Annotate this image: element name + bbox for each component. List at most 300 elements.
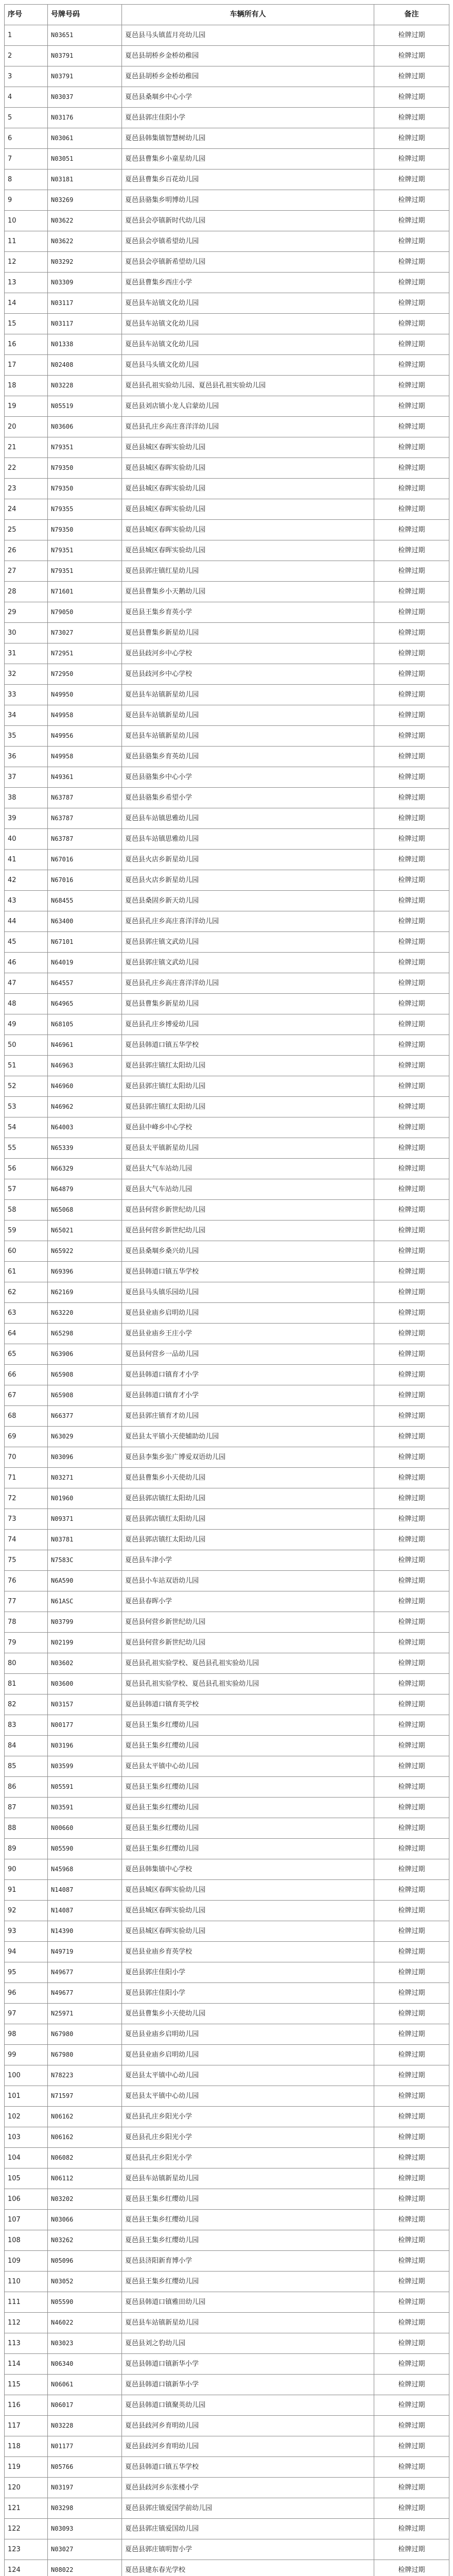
cell-remarks: 检牌过期 — [374, 1530, 449, 1550]
cell-plate-number: N03651 — [48, 25, 122, 46]
cell-plate-number: N06162 — [48, 2127, 122, 2148]
table-row — [5, 273, 449, 293]
cell-vehicle-owner: 夏邑县韩道口镇育英学校 — [122, 1694, 374, 1715]
cell-vehicle-owner: 夏邑县太平镇中心幼儿园 — [122, 2086, 374, 2107]
cell-remarks: 检牌过期 — [374, 437, 449, 458]
table-row — [5, 479, 449, 499]
cell-serial-number: 78 — [5, 1612, 48, 1633]
cell-plate-number: N63787 — [48, 808, 122, 829]
table-row — [5, 458, 449, 479]
cell-vehicle-owner: 夏邑县车站镇文化幼儿园 — [122, 334, 374, 355]
cell-vehicle-owner: 夏邑县太平镇新星幼儿园 — [122, 1138, 374, 1159]
cell-vehicle-owner: 夏邑县城区春晖实验幼儿园 — [122, 520, 374, 540]
table-row — [5, 1282, 449, 1303]
cell-plate-number: N7583C — [48, 1550, 122, 1571]
table-row — [5, 2436, 449, 2457]
table-row — [5, 252, 449, 273]
cell-remarks: 检牌过期 — [374, 1550, 449, 1571]
table-row — [5, 1179, 449, 1200]
cell-plate-number: N02408 — [48, 355, 122, 376]
cell-plate-number: N03052 — [48, 2272, 122, 2292]
cell-remarks: 检牌过期 — [374, 1282, 449, 1303]
cell-serial-number: 77 — [5, 1591, 48, 1612]
cell-vehicle-owner: 夏邑县车站镇思雅幼儿园 — [122, 808, 374, 829]
cell-remarks: 检牌过期 — [374, 252, 449, 273]
cell-remarks: 检牌过期 — [374, 1488, 449, 1509]
cell-plate-number: N72950 — [48, 664, 122, 685]
table-row — [5, 1447, 449, 1468]
cell-vehicle-owner: 夏邑县韩道口镇新华小学 — [122, 2375, 374, 2395]
cell-serial-number: 96 — [5, 1983, 48, 2004]
table-row — [5, 1921, 449, 1942]
table-row — [5, 767, 449, 788]
cell-remarks: 检牌过期 — [374, 273, 449, 293]
cell-serial-number: 76 — [5, 1571, 48, 1591]
cell-plate-number: N67016 — [48, 870, 122, 891]
cell-serial-number: 61 — [5, 1262, 48, 1282]
table-row — [5, 2375, 449, 2395]
cell-plate-number: N63787 — [48, 829, 122, 850]
cell-serial-number: 71 — [5, 1468, 48, 1488]
cell-plate-number: N79050 — [48, 602, 122, 623]
cell-vehicle-owner: 夏邑县郭庄镇育才幼儿园 — [122, 1406, 374, 1427]
cell-vehicle-owner: 夏邑县歧河乡东张楼小学 — [122, 2478, 374, 2498]
cell-plate-number: N00177 — [48, 1715, 122, 1736]
table-row — [5, 1571, 449, 1591]
cell-plate-number: N69396 — [48, 1262, 122, 1282]
cell-remarks: 检牌过期 — [374, 2519, 449, 2539]
cell-remarks: 检牌过期 — [374, 376, 449, 396]
cell-serial-number: 2 — [5, 46, 48, 66]
table-row — [5, 2272, 449, 2292]
cell-serial-number: 67 — [5, 1385, 48, 1406]
cell-remarks: 检牌过期 — [374, 1014, 449, 1035]
table-row — [5, 561, 449, 582]
table-row — [5, 1901, 449, 1921]
cell-serial-number: 43 — [5, 891, 48, 911]
cell-plate-number: N66377 — [48, 1406, 122, 1427]
cell-serial-number: 117 — [5, 2416, 48, 2436]
cell-vehicle-owner: 夏邑县火店乡新星幼儿园 — [122, 870, 374, 891]
cell-serial-number: 28 — [5, 582, 48, 602]
table-row — [5, 602, 449, 623]
table-row — [5, 664, 449, 685]
table-row — [5, 1076, 449, 1097]
cell-serial-number: 92 — [5, 1901, 48, 1921]
table-row — [5, 1262, 449, 1282]
cell-serial-number: 118 — [5, 2436, 48, 2457]
table-row — [5, 1035, 449, 1056]
cell-serial-number: 22 — [5, 458, 48, 479]
cell-remarks: 检牌过期 — [374, 2313, 449, 2333]
cell-vehicle-owner: 夏邑县业庙乡启明幼儿园 — [122, 2024, 374, 2045]
cell-serial-number: 47 — [5, 973, 48, 994]
table-row — [5, 1756, 449, 1777]
cell-plate-number: N03176 — [48, 108, 122, 128]
table-row — [5, 1014, 449, 1035]
cell-remarks: 检牌过期 — [374, 767, 449, 788]
cell-serial-number: 27 — [5, 561, 48, 582]
cell-plate-number: N49950 — [48, 685, 122, 705]
cell-remarks: 检牌过期 — [374, 808, 449, 829]
cell-remarks: 检牌过期 — [374, 932, 449, 953]
cell-serial-number: 35 — [5, 726, 48, 747]
cell-remarks: 检牌过期 — [374, 1324, 449, 1344]
cell-serial-number: 42 — [5, 870, 48, 891]
cell-serial-number: 12 — [5, 252, 48, 273]
cell-plate-number: N79351 — [48, 540, 122, 561]
cell-remarks: 检牌过期 — [374, 2539, 449, 2560]
cell-plate-number: N03228 — [48, 376, 122, 396]
table-row — [5, 231, 449, 252]
cell-serial-number: 81 — [5, 1674, 48, 1694]
cell-plate-number: N67980 — [48, 2024, 122, 2045]
cell-plate-number: N64879 — [48, 1179, 122, 1200]
cell-serial-number: 65 — [5, 1344, 48, 1365]
cell-plate-number: N64003 — [48, 1117, 122, 1138]
cell-serial-number: 69 — [5, 1427, 48, 1447]
cell-serial-number: 79 — [5, 1633, 48, 1653]
cell-plate-number: N03262 — [48, 2230, 122, 2251]
cell-remarks: 检牌过期 — [374, 1674, 449, 1694]
cell-plate-number: N03622 — [48, 211, 122, 231]
cell-remarks: 检牌过期 — [374, 128, 449, 149]
table-row — [5, 829, 449, 850]
cell-vehicle-owner: 夏邑县业庙乡启明幼儿园 — [122, 2045, 374, 2065]
cell-plate-number: N03197 — [48, 2478, 122, 2498]
cell-plate-number: N67101 — [48, 932, 122, 953]
cell-vehicle-owner: 夏邑县王集乡红缨幼儿园 — [122, 1818, 374, 1839]
cell-remarks: 检牌过期 — [374, 1179, 449, 1200]
cell-remarks: 检牌过期 — [374, 2478, 449, 2498]
cell-remarks: 检牌过期 — [374, 108, 449, 128]
cell-vehicle-owner: 夏邑县城区春晖实验幼儿园 — [122, 1901, 374, 1921]
table-row — [5, 2560, 449, 2576]
cell-plate-number: N67980 — [48, 2045, 122, 2065]
cell-vehicle-owner: 夏邑县韩集镇中心学校 — [122, 1859, 374, 1880]
cell-serial-number: 121 — [5, 2498, 48, 2519]
cell-serial-number: 3 — [5, 66, 48, 87]
cell-plate-number: N79351 — [48, 561, 122, 582]
cell-remarks: 检牌过期 — [374, 2189, 449, 2210]
cell-vehicle-owner: 夏邑县郭庄镇红太阳幼儿园 — [122, 1056, 374, 1076]
cell-plate-number: N14087 — [48, 1880, 122, 1901]
cell-vehicle-owner: 夏邑县马头镇文化幼儿园 — [122, 355, 374, 376]
cell-vehicle-owner: 夏邑县歧河乡育明幼儿园 — [122, 2416, 374, 2436]
cell-serial-number: 86 — [5, 1777, 48, 1798]
cell-serial-number: 50 — [5, 1035, 48, 1056]
cell-remarks: 检牌过期 — [374, 1591, 449, 1612]
cell-plate-number: N06082 — [48, 2148, 122, 2168]
cell-plate-number: N03599 — [48, 1756, 122, 1777]
cell-vehicle-owner: 夏邑县王集乡红缨幼儿园 — [122, 2189, 374, 2210]
cell-serial-number: 114 — [5, 2354, 48, 2375]
table-row — [5, 2210, 449, 2230]
cell-plate-number: N08022 — [48, 2560, 122, 2576]
cell-vehicle-owner: 夏邑县歧河乡育明幼儿园 — [122, 2436, 374, 2457]
cell-vehicle-owner: 夏邑县胡桥乡金桥幼稚园 — [122, 66, 374, 87]
cell-vehicle-owner: 夏邑县孔庄乡阳光小学 — [122, 2107, 374, 2127]
cell-remarks: 检牌过期 — [374, 685, 449, 705]
cell-remarks: 检牌过期 — [374, 850, 449, 870]
cell-remarks: 检牌过期 — [374, 994, 449, 1014]
cell-serial-number: 56 — [5, 1159, 48, 1179]
cell-plate-number: N03228 — [48, 2416, 122, 2436]
table-row — [5, 2395, 449, 2416]
cell-plate-number: N65908 — [48, 1365, 122, 1385]
cell-remarks: 检牌过期 — [374, 2168, 449, 2189]
cell-plate-number: N49361 — [48, 767, 122, 788]
cell-vehicle-owner: 夏邑县曹集乡小天鹅幼儿园 — [122, 582, 374, 602]
cell-vehicle-owner: 夏邑县建东春光学校 — [122, 2560, 374, 2576]
cell-remarks: 检牌过期 — [374, 1200, 449, 1221]
cell-remarks: 检牌过期 — [374, 66, 449, 87]
header-remarks: 备注 — [374, 5, 449, 25]
table-row — [5, 705, 449, 726]
cell-plate-number: N46022 — [48, 2313, 122, 2333]
cell-vehicle-owner: 夏邑县郭庄佳阳小学 — [122, 1983, 374, 2004]
cell-serial-number: 32 — [5, 664, 48, 685]
cell-plate-number: N05096 — [48, 2251, 122, 2272]
cell-vehicle-owner: 夏邑县韩道口镇育才小学 — [122, 1385, 374, 1406]
cell-remarks: 检牌过期 — [374, 1777, 449, 1798]
cell-serial-number: 51 — [5, 1056, 48, 1076]
cell-plate-number: N03600 — [48, 1674, 122, 1694]
cell-serial-number: 94 — [5, 1942, 48, 1962]
cell-vehicle-owner: 夏邑县胡桥乡金桥幼稚园 — [122, 46, 374, 66]
cell-remarks: 检牌过期 — [374, 1159, 449, 1179]
cell-serial-number: 103 — [5, 2127, 48, 2148]
cell-serial-number: 91 — [5, 1880, 48, 1901]
cell-plate-number: N49958 — [48, 747, 122, 767]
cell-vehicle-owner: 夏邑县王集乡红缨幼儿园 — [122, 1777, 374, 1798]
cell-vehicle-owner: 夏邑县小车站双语幼儿园 — [122, 1571, 374, 1591]
cell-plate-number: N06112 — [48, 2168, 122, 2189]
cell-vehicle-owner: 夏邑县济阳新育博小学 — [122, 2251, 374, 2272]
cell-plate-number: N00660 — [48, 1818, 122, 1839]
cell-serial-number: 85 — [5, 1756, 48, 1777]
cell-vehicle-owner: 夏邑县孔庄乡高庄喜洋洋幼儿园 — [122, 911, 374, 932]
cell-remarks: 检牌过期 — [374, 417, 449, 437]
cell-remarks: 检牌过期 — [374, 396, 449, 417]
cell-remarks: 检牌过期 — [374, 1715, 449, 1736]
table-row — [5, 1117, 449, 1138]
cell-remarks: 检牌过期 — [374, 2210, 449, 2230]
cell-plate-number: N62169 — [48, 1282, 122, 1303]
table-row — [5, 355, 449, 376]
cell-vehicle-owner: 夏邑县城区春晖实验幼儿园 — [122, 437, 374, 458]
cell-plate-number: N05766 — [48, 2457, 122, 2478]
cell-vehicle-owner: 夏邑县王集乡红缨幼儿园 — [122, 1839, 374, 1859]
cell-vehicle-owner: 夏邑县郭庄镇爱国学前幼儿园 — [122, 2498, 374, 2519]
cell-plate-number: N63220 — [48, 1303, 122, 1324]
cell-vehicle-owner: 夏邑县郭庄佳阳小学 — [122, 1962, 374, 1983]
cell-plate-number: N05590 — [48, 2292, 122, 2313]
table-row — [5, 2354, 449, 2375]
cell-serial-number: 106 — [5, 2189, 48, 2210]
table-row — [5, 1818, 449, 1839]
cell-remarks: 检牌过期 — [374, 2086, 449, 2107]
cell-plate-number: N01338 — [48, 334, 122, 355]
table-row — [5, 1798, 449, 1818]
cell-plate-number: N14390 — [48, 1921, 122, 1942]
cell-plate-number: N06340 — [48, 2354, 122, 2375]
cell-plate-number: N45968 — [48, 1859, 122, 1880]
cell-plate-number: N09371 — [48, 1509, 122, 1530]
table-row — [5, 850, 449, 870]
table-row — [5, 520, 449, 540]
cell-vehicle-owner: 夏邑县孔庄乡博爱幼儿园 — [122, 1014, 374, 1035]
table-row — [5, 726, 449, 747]
cell-remarks: 检牌过期 — [374, 788, 449, 808]
table-row — [5, 396, 449, 417]
cell-serial-number: 23 — [5, 479, 48, 499]
table-row — [5, 1694, 449, 1715]
cell-plate-number: N65339 — [48, 1138, 122, 1159]
cell-serial-number: 119 — [5, 2457, 48, 2478]
cell-serial-number: 19 — [5, 396, 48, 417]
table-row — [5, 1406, 449, 1427]
cell-remarks: 检牌过期 — [374, 2272, 449, 2292]
cell-plate-number: N03051 — [48, 149, 122, 170]
cell-vehicle-owner: 夏邑县王集乡育英小学 — [122, 602, 374, 623]
cell-plate-number: N64019 — [48, 953, 122, 973]
cell-serial-number: 105 — [5, 2168, 48, 2189]
cell-remarks: 检牌过期 — [374, 2107, 449, 2127]
cell-vehicle-owner: 夏邑县桑堌乡桑兴幼儿园 — [122, 1241, 374, 1262]
cell-remarks: 检牌过期 — [374, 2004, 449, 2024]
cell-plate-number: N46960 — [48, 1076, 122, 1097]
cell-vehicle-owner: 夏邑县韩道口镇新华小学 — [122, 2354, 374, 2375]
cell-vehicle-owner: 夏邑县太平镇小天使辅助幼儿园 — [122, 1427, 374, 1447]
cell-remarks: 检牌过期 — [374, 1942, 449, 1962]
cell-vehicle-owner: 夏邑县刘店镇小龙人启蒙幼儿园 — [122, 396, 374, 417]
cell-plate-number: N02199 — [48, 1633, 122, 1653]
cell-remarks: 检牌过期 — [374, 2560, 449, 2576]
cell-plate-number: N49677 — [48, 1962, 122, 1983]
cell-remarks: 检牌过期 — [374, 479, 449, 499]
cell-remarks: 检牌过期 — [374, 2292, 449, 2313]
table-row — [5, 190, 449, 211]
table-row — [5, 1612, 449, 1633]
cell-plate-number: N03096 — [48, 1447, 122, 1468]
cell-serial-number: 49 — [5, 1014, 48, 1035]
cell-vehicle-owner: 夏邑县孔庄乡高庄喜洋洋幼儿园 — [122, 973, 374, 994]
table-row — [5, 314, 449, 334]
table-row — [5, 540, 449, 561]
table-row — [5, 1221, 449, 1241]
cell-remarks: 检牌过期 — [374, 911, 449, 932]
cell-vehicle-owner: 夏邑县韩道口镇雅田幼儿园 — [122, 2292, 374, 2313]
cell-vehicle-owner: 夏邑县曹集乡小天使幼儿园 — [122, 2004, 374, 2024]
cell-remarks: 检牌过期 — [374, 973, 449, 994]
cell-serial-number: 45 — [5, 932, 48, 953]
table-row — [5, 1550, 449, 1571]
cell-remarks: 检牌过期 — [374, 1798, 449, 1818]
cell-vehicle-owner: 夏邑县业庙乡启明幼儿园 — [122, 1303, 374, 1324]
cell-serial-number: 36 — [5, 747, 48, 767]
table-row — [5, 1241, 449, 1262]
table-row — [5, 2086, 449, 2107]
cell-remarks: 检牌过期 — [374, 643, 449, 664]
cell-serial-number: 10 — [5, 211, 48, 231]
cell-remarks: 检牌过期 — [374, 1983, 449, 2004]
cell-vehicle-owner: 夏邑县孔庄乡阳光小学 — [122, 2127, 374, 2148]
cell-serial-number: 53 — [5, 1097, 48, 1117]
table-row — [5, 2148, 449, 2168]
cell-serial-number: 110 — [5, 2272, 48, 2292]
cell-remarks: 检牌过期 — [374, 1880, 449, 1901]
cell-serial-number: 75 — [5, 1550, 48, 1571]
cell-vehicle-owner: 夏邑县会亭镇新时代幼儿园 — [122, 211, 374, 231]
cell-serial-number: 48 — [5, 994, 48, 1014]
cell-remarks: 检牌过期 — [374, 540, 449, 561]
cell-plate-number: N03606 — [48, 417, 122, 437]
table-row — [5, 211, 449, 231]
cell-plate-number: N14087 — [48, 1901, 122, 1921]
cell-plate-number: N03781 — [48, 1530, 122, 1550]
cell-remarks: 检牌过期 — [374, 355, 449, 376]
table-row — [5, 1056, 449, 1076]
cell-remarks: 检牌过期 — [374, 1736, 449, 1756]
cell-plate-number: N6A590 — [48, 1571, 122, 1591]
cell-plate-number: N03591 — [48, 1798, 122, 1818]
table-row — [5, 911, 449, 932]
cell-vehicle-owner: 夏邑县韩集镇智慧树幼儿园 — [122, 128, 374, 149]
cell-vehicle-owner: 夏邑县车站镇新星幼儿园 — [122, 2168, 374, 2189]
cell-plate-number: N03602 — [48, 1653, 122, 1674]
cell-serial-number: 72 — [5, 1488, 48, 1509]
cell-plate-number: N06017 — [48, 2395, 122, 2416]
cell-plate-number: N46961 — [48, 1035, 122, 1056]
cell-serial-number: 109 — [5, 2251, 48, 2272]
cell-plate-number: N03023 — [48, 2333, 122, 2354]
cell-vehicle-owner: 夏邑县李集乡张广博爱双语幼儿园 — [122, 1447, 374, 1468]
cell-remarks: 检牌过期 — [374, 1138, 449, 1159]
table-row — [5, 1633, 449, 1653]
cell-remarks: 检牌过期 — [374, 1818, 449, 1839]
table-row — [5, 932, 449, 953]
cell-vehicle-owner: 夏邑县孔庄乡高庄喜洋洋幼儿园 — [122, 417, 374, 437]
cell-remarks: 检牌过期 — [374, 705, 449, 726]
cell-vehicle-owner: 夏邑县骆集乡明博幼儿园 — [122, 190, 374, 211]
cell-serial-number: 84 — [5, 1736, 48, 1756]
cell-plate-number: N03157 — [48, 1694, 122, 1715]
table-row — [5, 1303, 449, 1324]
table-row — [5, 46, 449, 66]
table-row — [5, 747, 449, 767]
cell-plate-number: N03791 — [48, 46, 122, 66]
table-row — [5, 293, 449, 314]
cell-remarks: 检牌过期 — [374, 1097, 449, 1117]
table-row — [5, 2313, 449, 2333]
cell-remarks: 检牌过期 — [374, 2333, 449, 2354]
cell-plate-number: N72951 — [48, 643, 122, 664]
cell-vehicle-owner: 夏邑县孔庄乡阳光小学 — [122, 2148, 374, 2168]
cell-vehicle-owner: 夏邑县会亭镇希望幼儿园 — [122, 231, 374, 252]
cell-vehicle-owner: 夏邑县曹集乡百花幼儿园 — [122, 170, 374, 190]
cell-plate-number: N49677 — [48, 1983, 122, 2004]
cell-plate-number: N65068 — [48, 1200, 122, 1221]
cell-plate-number: N03117 — [48, 314, 122, 334]
cell-vehicle-owner: 夏邑县太平镇中心幼儿园 — [122, 2065, 374, 2086]
cell-serial-number: 124 — [5, 2560, 48, 2576]
cell-serial-number: 93 — [5, 1921, 48, 1942]
cell-serial-number: 21 — [5, 437, 48, 458]
cell-plate-number: N03027 — [48, 2539, 122, 2560]
cell-vehicle-owner: 夏邑县何营乡新世纪幼儿园 — [122, 1221, 374, 1241]
cell-vehicle-owner: 夏邑县车站镇文化幼儿园 — [122, 293, 374, 314]
